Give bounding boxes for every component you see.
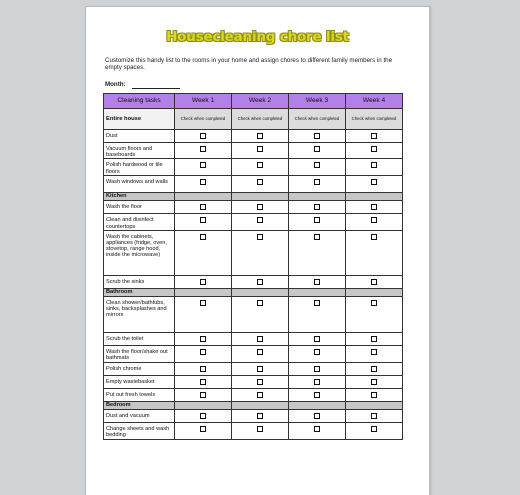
week-4-cell: [346, 422, 403, 439]
week-2-cell: [232, 332, 289, 345]
section-fill-cell: [346, 288, 403, 296]
week-4-cell: [346, 230, 403, 275]
task-label: Wash the floor: [106, 204, 142, 211]
week-1-cell: [175, 345, 232, 362]
checkbox[interactable]: [314, 162, 320, 168]
checkbox[interactable]: [200, 204, 206, 210]
checkbox[interactable]: [200, 279, 206, 285]
section-row: [104, 193, 403, 201]
week-2-cell: [232, 230, 289, 275]
table-row: [104, 345, 403, 362]
checkbox[interactable]: [200, 379, 206, 385]
section-label: Bathroom: [104, 288, 175, 296]
week-4-cell: [346, 345, 403, 362]
checkbox[interactable]: [200, 366, 206, 372]
week-4-cell: [346, 332, 403, 345]
week-2-cell: [232, 345, 289, 362]
task-label: Polish chrome: [106, 365, 142, 372]
week-3-cell: [289, 332, 346, 345]
section-fill-cell: [232, 401, 289, 409]
task-cell: [104, 275, 175, 288]
checkbox[interactable]: [200, 336, 206, 342]
section-row: [104, 401, 403, 409]
table-row: [104, 296, 403, 332]
week-3-header: Week 3: [289, 94, 346, 109]
week-4-cell: [346, 130, 403, 143]
checkbox[interactable]: [200, 217, 206, 223]
section-fill-cell: [346, 401, 403, 409]
checkbox[interactable]: [257, 179, 263, 185]
week-1-header: Week 1: [175, 94, 232, 109]
checkbox[interactable]: [200, 133, 206, 139]
week-1-cell: [175, 130, 232, 143]
week-4-cell: [346, 275, 403, 288]
week-4-cell: [346, 201, 403, 214]
task-label: Polish hardwood or tile floors: [106, 162, 163, 175]
week-2-cell: [232, 214, 289, 230]
task-label: Vacuum floors and baseboards: [106, 146, 153, 159]
checkbox[interactable]: [200, 392, 206, 398]
checkbox[interactable]: [257, 366, 263, 372]
week-2-cell: [232, 201, 289, 214]
week-3-cell: [289, 296, 346, 332]
cleaning-tasks-header: Cleaning tasks: [104, 94, 175, 109]
task-cell: [104, 159, 175, 176]
week-4-cell: [346, 159, 403, 176]
week-4-cell: [346, 362, 403, 375]
checkbox[interactable]: [200, 426, 206, 432]
week-1-cell: [175, 230, 232, 275]
week-3-cell: [289, 130, 346, 143]
week-1-cell: [175, 375, 232, 388]
task-cell: [104, 422, 175, 439]
week-3-cell: [289, 159, 346, 176]
task-cell: [104, 143, 175, 159]
section-fill-cell: [232, 288, 289, 296]
checkbox[interactable]: [314, 279, 320, 285]
checkbox[interactable]: [314, 366, 320, 372]
section-fill-cell: [289, 288, 346, 296]
week-1-cell: [175, 296, 232, 332]
week-3-cell: [289, 345, 346, 362]
table-header-row: [104, 94, 403, 109]
month-label: Month:: [105, 81, 126, 88]
task-label: Wash windows and walls: [106, 179, 168, 186]
table-row: [104, 230, 403, 275]
week-1-cell: [175, 332, 232, 345]
checkbox[interactable]: [257, 146, 263, 152]
week-2-cell: [232, 159, 289, 176]
week-3-cell: [289, 143, 346, 159]
intro-text: Customize this handy list to the rooms in your home and assign chores to different family members in the empty spaces.: [105, 57, 393, 72]
checkbox[interactable]: [371, 179, 377, 185]
week-1-cell: [175, 159, 232, 176]
checkbox[interactable]: [257, 413, 263, 419]
checkbox[interactable]: [314, 234, 320, 240]
week-3-cell: [289, 230, 346, 275]
task-cell: [104, 409, 175, 422]
checkbox[interactable]: [371, 162, 377, 168]
table-row: [104, 409, 403, 422]
week-2-cell: [232, 143, 289, 159]
table-row: [104, 362, 403, 375]
week-4-cell: [346, 214, 403, 230]
checkbox[interactable]: [257, 392, 263, 398]
week-2-header: Week 2: [232, 94, 289, 109]
section-fill-cell: [346, 193, 403, 201]
week-2-cell: [232, 388, 289, 401]
section-row: [104, 109, 403, 130]
checkbox[interactable]: [257, 300, 263, 306]
checkbox[interactable]: [371, 426, 377, 432]
checkbox[interactable]: [257, 426, 263, 432]
checkbox[interactable]: [200, 300, 206, 306]
task-cell: [104, 332, 175, 345]
week-1-cell: [175, 201, 232, 214]
week-1-cell: [175, 214, 232, 230]
week-3-cell: [289, 176, 346, 193]
task-label: Change sheets and wash bedding: [106, 425, 170, 439]
checkbox[interactable]: [371, 379, 377, 385]
checkbox[interactable]: [371, 146, 377, 152]
checkbox[interactable]: [371, 349, 377, 355]
table-row: [104, 275, 403, 288]
checkbox[interactable]: [200, 349, 206, 355]
week-2-cell: [232, 409, 289, 422]
checkbox[interactable]: [371, 279, 377, 285]
week-3-cell: [289, 275, 346, 288]
task-cell: [104, 230, 175, 275]
section-fill-cell: [232, 193, 289, 201]
checkbox[interactable]: [371, 133, 377, 139]
check-when-completed-note: Check when completed: [289, 109, 346, 130]
week-2-cell: [232, 375, 289, 388]
checkbox[interactable]: [314, 336, 320, 342]
chore-table-body: [104, 109, 403, 440]
task-label: Wash the cabinets, appliances (fridge, oven, stovetop, range hood, inside the microwave): [106, 233, 167, 259]
checkbox[interactable]: [257, 217, 263, 223]
section-label: Bedroom: [104, 401, 175, 409]
checkbox[interactable]: [200, 162, 206, 168]
chore-table: [103, 93, 403, 440]
section-label: Entire house: [104, 109, 175, 130]
week-1-cell: [175, 176, 232, 193]
section-label: Kitchen: [104, 193, 175, 201]
checkbox[interactable]: [314, 133, 320, 139]
task-label: Dust and vacuum: [106, 412, 150, 419]
section-row: [104, 288, 403, 296]
week-1-cell: [175, 362, 232, 375]
week-2-cell: [232, 296, 289, 332]
table-row: [104, 159, 403, 176]
checkbox[interactable]: [314, 426, 320, 432]
week-4-cell: [346, 375, 403, 388]
section-fill-cell: [175, 193, 232, 201]
check-when-completed-note: Check when completed: [346, 109, 403, 130]
task-cell: [104, 296, 175, 332]
table-row: [104, 143, 403, 159]
week-2-cell: [232, 130, 289, 143]
checkbox[interactable]: [371, 217, 377, 223]
week-4-cell: [346, 296, 403, 332]
task-cell: [104, 375, 175, 388]
task-label: Wash the floor/shake out bathmats: [106, 348, 168, 362]
checkbox[interactable]: [314, 392, 320, 398]
section-fill-cell: [289, 193, 346, 201]
week-2-cell: [232, 422, 289, 439]
task-cell: [104, 345, 175, 362]
week-1-cell: [175, 422, 232, 439]
table-row: [104, 375, 403, 388]
task-cell: [104, 362, 175, 375]
checkbox[interactable]: [371, 336, 377, 342]
checkbox[interactable]: [200, 234, 206, 240]
checkbox[interactable]: [314, 204, 320, 210]
checkbox[interactable]: [257, 204, 263, 210]
table-row: [104, 176, 403, 193]
checkbox[interactable]: [314, 413, 320, 419]
checkbox[interactable]: [314, 217, 320, 223]
checkbox[interactable]: [257, 234, 263, 240]
checkbox[interactable]: [314, 349, 320, 355]
checkbox[interactable]: [371, 204, 377, 210]
task-cell: [104, 176, 175, 193]
checkbox[interactable]: [200, 413, 206, 419]
task-label: Scrub the sinks: [106, 278, 145, 285]
table-row: [104, 388, 403, 401]
week-2-cell: [232, 362, 289, 375]
checkbox[interactable]: [257, 162, 263, 168]
table-row: [104, 332, 403, 345]
week-3-cell: [289, 214, 346, 230]
check-when-completed-note: Check when completed: [232, 109, 289, 130]
checkbox[interactable]: [200, 179, 206, 185]
checkbox[interactable]: [371, 366, 377, 372]
task-cell: [104, 388, 175, 401]
week-3-cell: [289, 422, 346, 439]
week-4-cell: [346, 143, 403, 159]
table-row: [104, 201, 403, 214]
week-1-cell: [175, 409, 232, 422]
table-row: [104, 422, 403, 439]
checkbox[interactable]: [314, 146, 320, 152]
page-title: Housecleaning chore list: [166, 29, 349, 45]
section-fill-cell: [175, 288, 232, 296]
task-cell: [104, 201, 175, 214]
task-label: Clean shower/bathtubs, sinks, backsplashes and mirrors: [106, 299, 167, 319]
checkbox[interactable]: [257, 133, 263, 139]
week-3-cell: [289, 201, 346, 214]
checkbox[interactable]: [257, 379, 263, 385]
checkbox[interactable]: [371, 392, 377, 398]
week-3-cell: [289, 409, 346, 422]
check-when-completed-note: Check when completed: [175, 109, 232, 130]
checkbox[interactable]: [314, 179, 320, 185]
week-3-cell: [289, 388, 346, 401]
checkbox[interactable]: [257, 336, 263, 342]
week-1-cell: [175, 275, 232, 288]
checkbox[interactable]: [257, 349, 263, 355]
checkbox[interactable]: [314, 300, 320, 306]
checkbox[interactable]: [200, 146, 206, 152]
table-row: [104, 130, 403, 143]
table-row: [104, 214, 403, 230]
week-2-cell: [232, 176, 289, 193]
section-fill-cell: [289, 401, 346, 409]
checkbox[interactable]: [257, 279, 263, 285]
task-label: Put out fresh towels: [106, 391, 156, 398]
section-fill-cell: [175, 401, 232, 409]
week-4-header: Week 4: [346, 94, 403, 109]
task-cell: [104, 214, 175, 230]
week-4-cell: [346, 176, 403, 193]
document-page: [85, 6, 430, 495]
task-cell: [104, 130, 175, 143]
week-3-cell: [289, 362, 346, 375]
checkbox[interactable]: [371, 413, 377, 419]
task-label: Clean and disinfect countertops: [106, 217, 154, 230]
week-4-cell: [346, 388, 403, 401]
checkbox[interactable]: [371, 234, 377, 240]
week-3-cell: [289, 375, 346, 388]
task-label: Empty wastebasket: [106, 378, 155, 385]
week-1-cell: [175, 388, 232, 401]
task-label: Dust: [106, 133, 118, 139]
checkbox[interactable]: [314, 379, 320, 385]
week-2-cell: [232, 275, 289, 288]
week-4-cell: [346, 409, 403, 422]
week-1-cell: [175, 143, 232, 159]
month-input-line[interactable]: [132, 88, 180, 89]
task-label: Scrub the toilet: [106, 335, 144, 342]
checkbox[interactable]: [371, 300, 377, 306]
